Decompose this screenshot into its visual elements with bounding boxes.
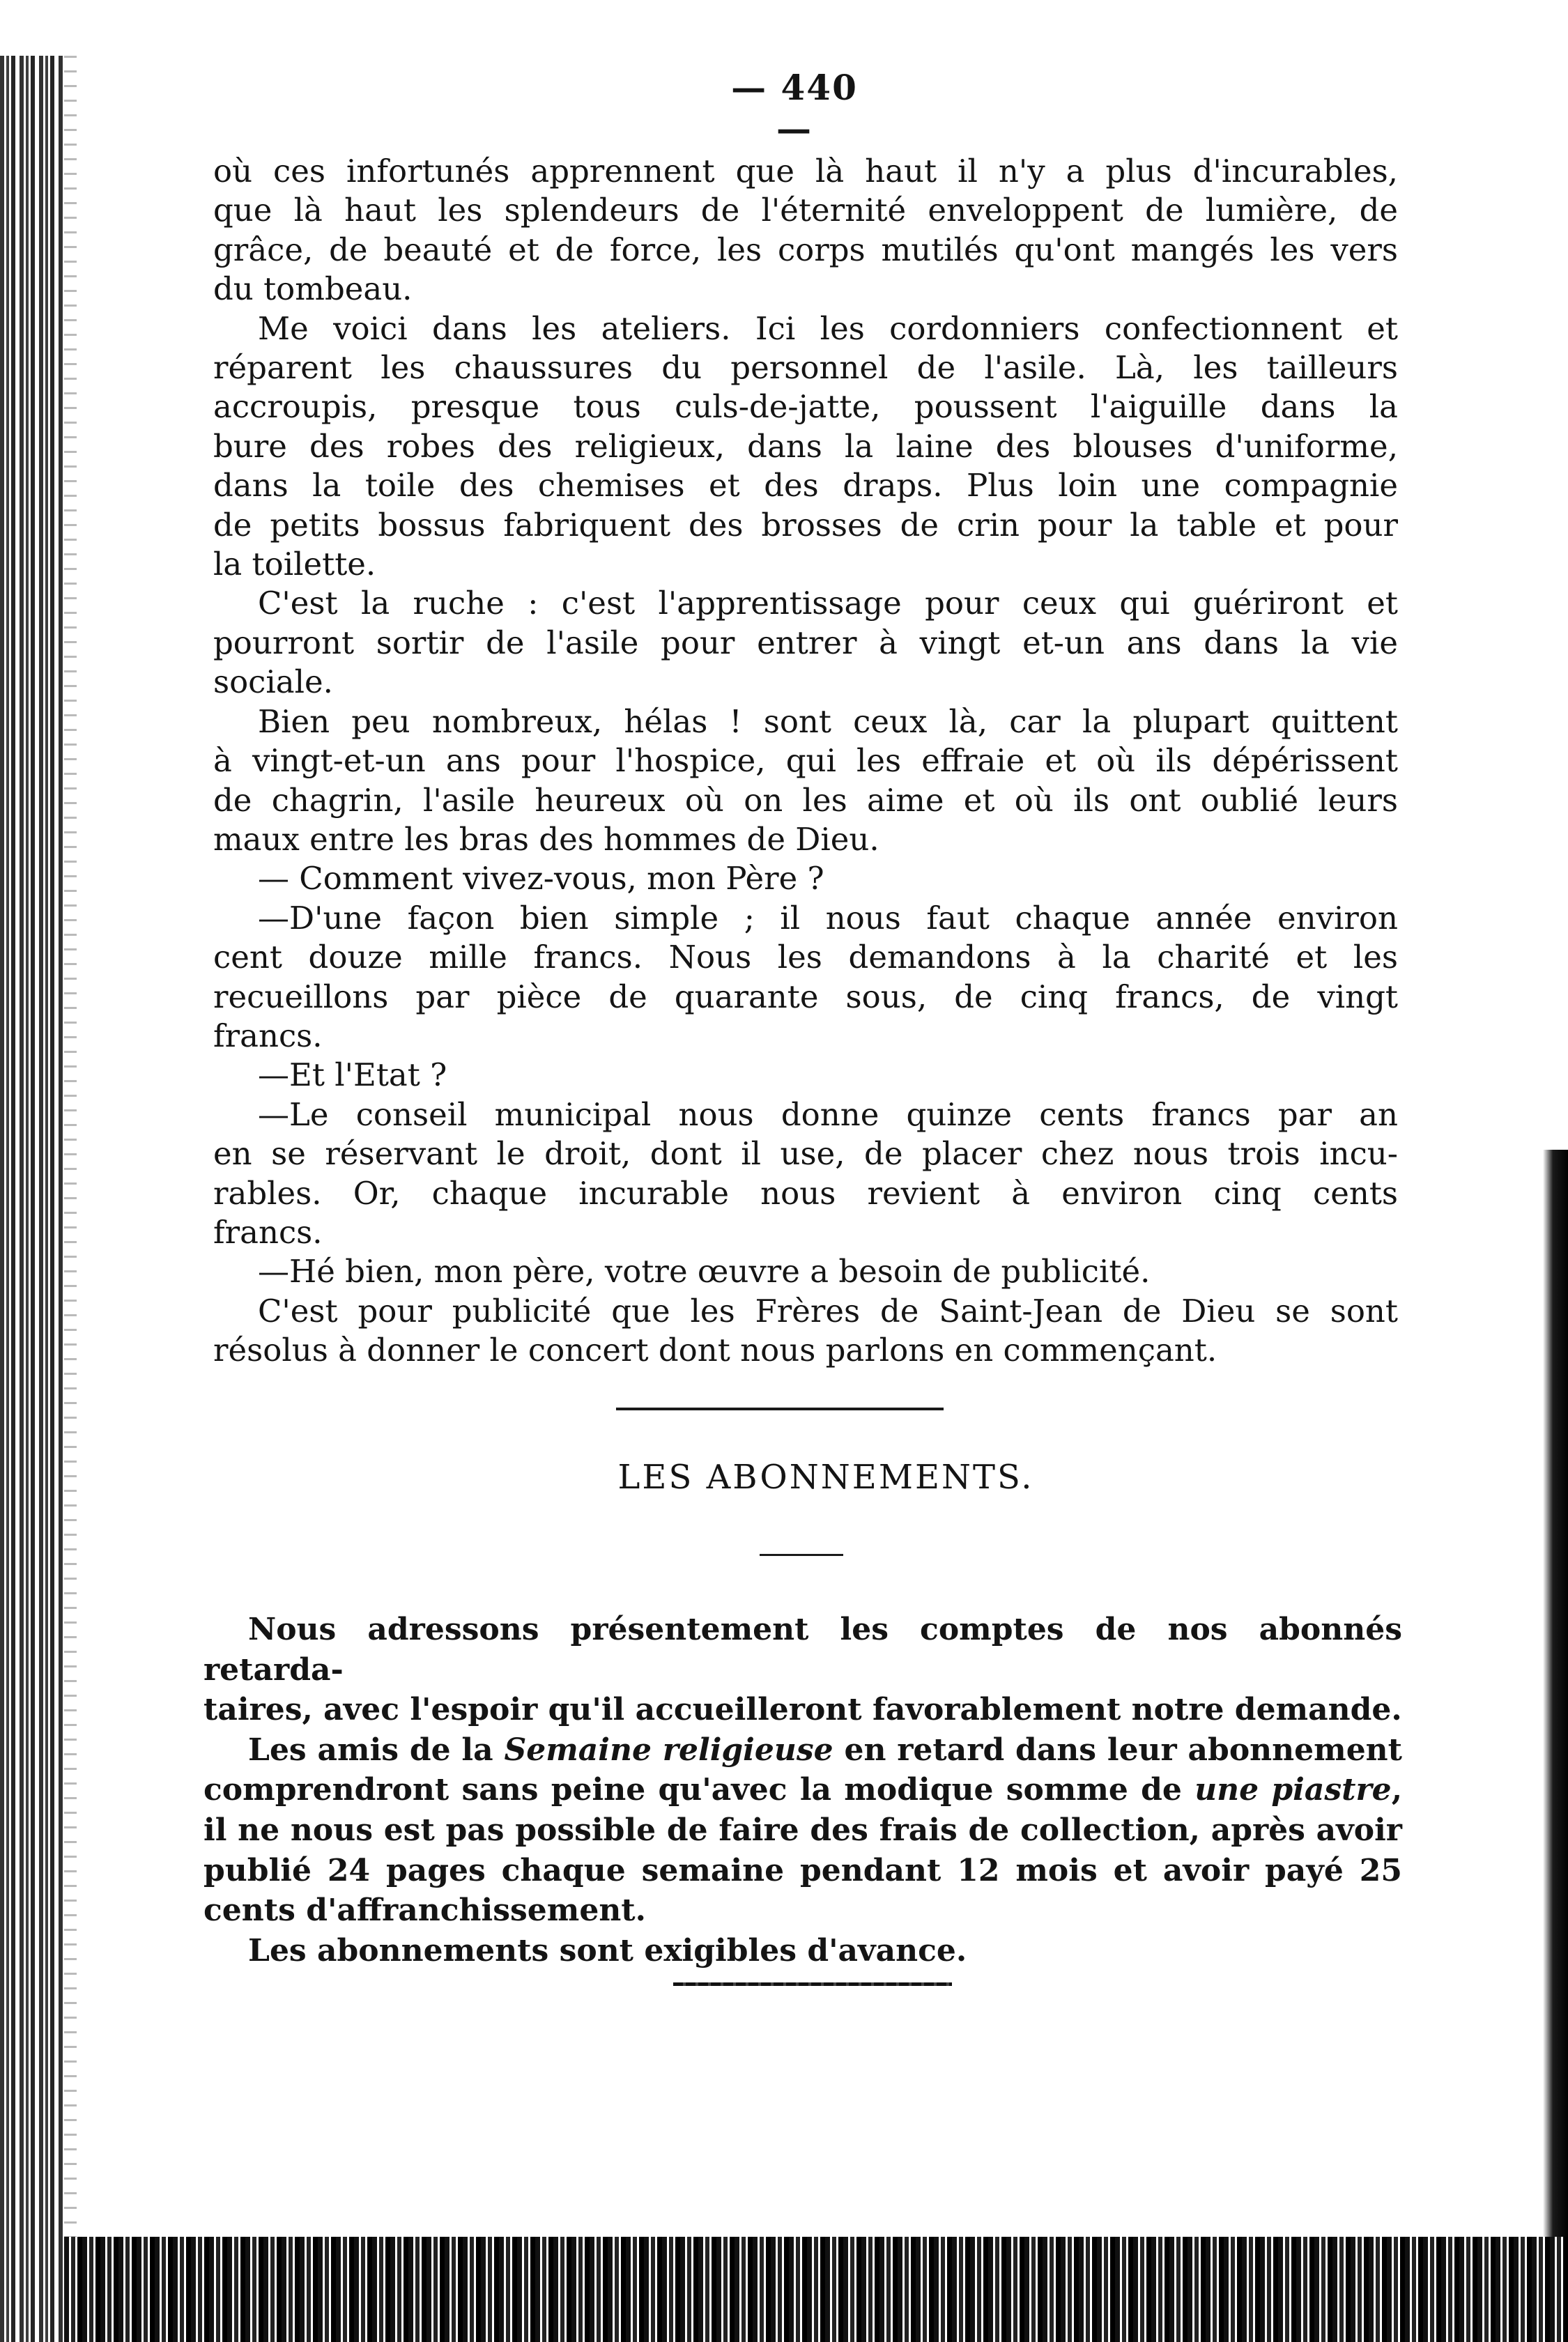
subscriptions-notice	[203, 1610, 1402, 1971]
body-line: recueillons par pièce de quarante sous, de cinq francs, de vingt	[213, 978, 1398, 1015]
section-heading: LES ABONNEMENTS.	[617, 1458, 1034, 1497]
body-line: francs.	[213, 1017, 323, 1054]
body-line: —Hé bien, mon père, votre œuvre a besoin de publicité.	[258, 1253, 1151, 1291]
body-line: à vingt-et-un ans pour l'hospice, qui les effraie et où ils dépérissent	[213, 742, 1398, 780]
page-binding-edge	[0, 56, 64, 2342]
page-number: — 440 —	[731, 67, 858, 149]
body-line: réparent les chaussures du personnel de l'asile. Là, les tailleurs	[213, 349, 1398, 387]
body-line: Me voici dans les ateliers. Ici les cordonniers confectionnent et	[258, 309, 1398, 347]
body-line: C'est pour publicité que les Frères de Saint-Jean de Dieu se sont	[258, 1292, 1398, 1330]
body-line: de petits bossus fabriquent des brosses de crin pour la table et pour	[213, 506, 1398, 544]
body-line: maux entre les bras des hommes de Dieu.	[213, 820, 879, 858]
body-line: —D'une façon bien simple ; il nous faut chaque année environ	[258, 899, 1398, 937]
body-line: — Comment vivez-vous, mon Père ?	[258, 860, 824, 897]
body-line: —Le conseil municipal nous donne quinze cents francs par an	[258, 1095, 1398, 1133]
publication-title: Semaine religieuse	[504, 1732, 833, 1768]
body-line: sociale.	[213, 663, 333, 701]
body-line: pourront sortir de l'asile pour entrer à vingt et-un ans dans la vie	[213, 624, 1398, 661]
body-line: en se réservant le droit, dont il use, de placer chez nous trois incu-	[213, 1135, 1398, 1173]
article-body	[213, 152, 1398, 1371]
body-line: grâce, de beauté et de force, les corps mutilés qu'ont mangés les vers	[213, 231, 1398, 268]
body-line: cent douze mille francs. Nous les demandons à la charité et les	[213, 939, 1398, 976]
notice-text: en retard dans leur abonnement comprendront sans peine qu'avec la modique somme de	[203, 1732, 1402, 1808]
notice-line: Les abonnements sont exigibles d'avance.	[248, 1932, 967, 1969]
section-divider	[616, 1408, 944, 1410]
body-line: —Et l'Etat ?	[258, 1056, 447, 1094]
body-line: C'est la ruche : c'est l'apprentissage pour ceux qui guériront et	[258, 585, 1398, 622]
notice-text: , il ne nous est pas possible de faire des frais de collection, après avoir publié 24 pages chaque semaine pendant 12 mois et avoir payé 25 cents d'affranchissement.	[203, 1772, 1403, 1929]
notice-paragraph	[203, 1730, 1402, 1931]
body-line: bure des robes des religieux, dans la laine des blouses d'uniforme,	[213, 427, 1398, 465]
body-line: rables. Or, chaque incurable nous revient à environ cinq cents	[213, 1174, 1398, 1212]
body-line: accroupis, presque tous culs-de-jatte, poussent l'aiguille dans la	[213, 388, 1398, 426]
body-line: que là haut les splendeurs de l'éternité enveloppent de lumière, de	[213, 192, 1398, 229]
page-bottom-edge	[64, 2237, 1568, 2342]
body-line: où ces infortunés apprennent que là haut il n'y a plus d'incurables,	[213, 153, 1398, 190]
body-line: résolus à donner le concert dont nous parlons en commençant.	[213, 1332, 1217, 1369]
closing-ornament-rule	[673, 1982, 952, 1986]
body-line: Bien peu nombreux, hélas ! sont ceux là, car la plupart quittent	[258, 702, 1398, 740]
body-line: la toilette.	[213, 546, 376, 583]
price-term: une piastre	[1194, 1772, 1392, 1808]
page-right-edge	[1543, 1150, 1568, 2237]
body-line: francs.	[213, 1213, 323, 1251]
notice-text: Les amis de la	[248, 1732, 505, 1768]
body-line: du tombeau.	[213, 270, 413, 308]
body-line: dans la toile des chemises et des draps. Plus loin une compagnie	[213, 467, 1398, 504]
notice-line: taires, avec l'espoir qu'il accueilleront favorablement notre demande.	[203, 1692, 1402, 1728]
heading-underline	[760, 1554, 843, 1556]
notice-line: Nous adressons présentement les comptes de nos abonnés retarda-	[203, 1612, 1402, 1688]
body-line: de chagrin, l'asile heureux où on les aime et où ils ont oublié leurs	[213, 781, 1398, 819]
